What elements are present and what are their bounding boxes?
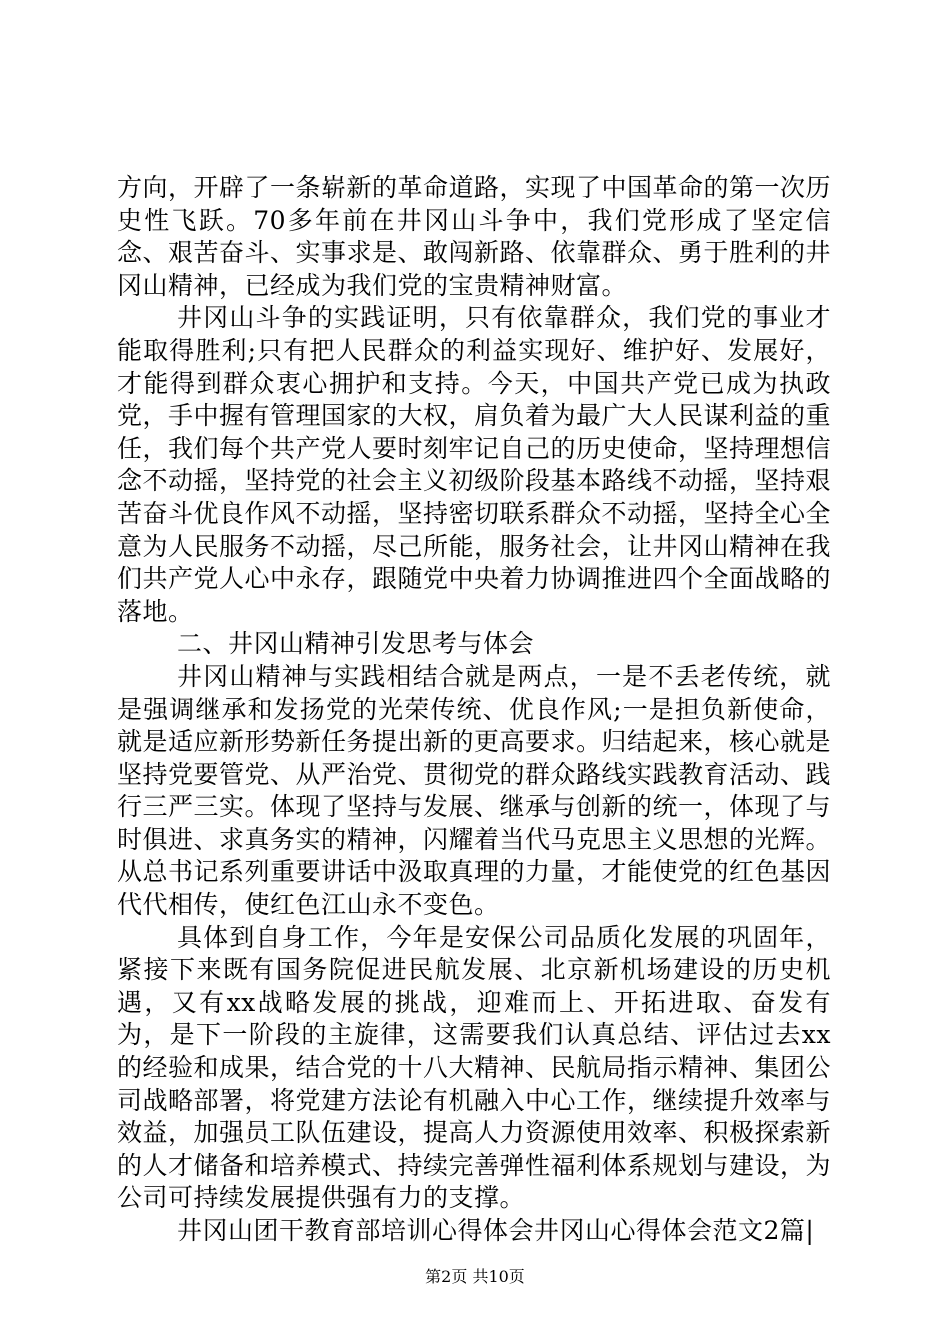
paragraph-4: 具体到自身工作，今年是安保公司品质化发展的巩固年，紧接下来既有国务院促进民航发展、北京新机场建设的历史机遇，又有xx战略发展的挑战，迎难而上、开拓进取、奋发有为，是下一阶段的主旋律，这需要我们认真总结、评估过去xx的经验和成果，结合党的十八大精神、民航局指示精神、集团公司战略部署，将党建方法论有机融入中心工作，继续提升效率与效益，加强员工队伍建设，提高人力资源使用效率、积极探索新的人才储备和培养模式、持续完善弹性福利体系规划与建设，为公司可持续发展提供强有力的支撑。 xyxy=(117,922,832,1213)
document-body xyxy=(117,172,831,1248)
section-heading-2: 二、井冈山精神引发思考与体会 xyxy=(177,629,535,659)
paragraph-1: 方向，开辟了一条崭新的革命道路，实现了中国革命的第一次历史性飞跃。70多年前在井冈山斗争中，我们党形成了坚定信念、艰苦奋斗、实事求是、敢闯新路、依靠群众、勇于胜利的井冈山精神，已经成为我们党的宝贵精神财富。 xyxy=(117,173,832,300)
paragraph-3: 井冈山精神与实践相结合就是两点，一是不丢老传统，就是强调继承和发扬党的光荣传统、优良作风;一是担负新使命，就是适应新形势新任务提出新的更高要求。归结起来，核心就是坚持党要管党、从严治党、贯彻党的群众路线实践教育活动、践行三严三实。体现了坚持与发展、继承与创新的统一，体现了与时俱进、求真务实的精神，闪耀着当代马克思主义思想的光辉。从总书记系列重要讲话中汲取真理的力量，才能使党的红色基因代代相传，使红色江山永不变色。 xyxy=(117,661,832,920)
paragraph-5-title-line: 井冈山团干教育部培训心得体会井冈山心得体会范文2篇| xyxy=(177,1216,815,1245)
paragraph-2: 井冈山斗争的实践证明，只有依靠群众，我们党的事业才能取得胜利;只有把人民群众的利益实现好、维护好、发展好，才能得到群众衷心拥护和支持。今天，中国共产党已成为执政党，手中握有管理国家的大权，肩负着为最广大人民谋利益的重任，我们每个共产党人要时刻牢记自己的历史使命，坚持理想信念不动摇，坚持党的社会主义初级阶段基本路线不动摇，坚持艰苦奋斗优良作风不动摇，坚持密切联系群众不动摇，坚持全心全意为人民服务不动摇，尽己所能，服务社会，让井冈山精神在我们共产党人心中永存，跟随党中央着力协调推进四个全面战略的落地。 xyxy=(117,303,832,626)
page-number-footer: 第2页 共10页 xyxy=(425,1267,525,1286)
